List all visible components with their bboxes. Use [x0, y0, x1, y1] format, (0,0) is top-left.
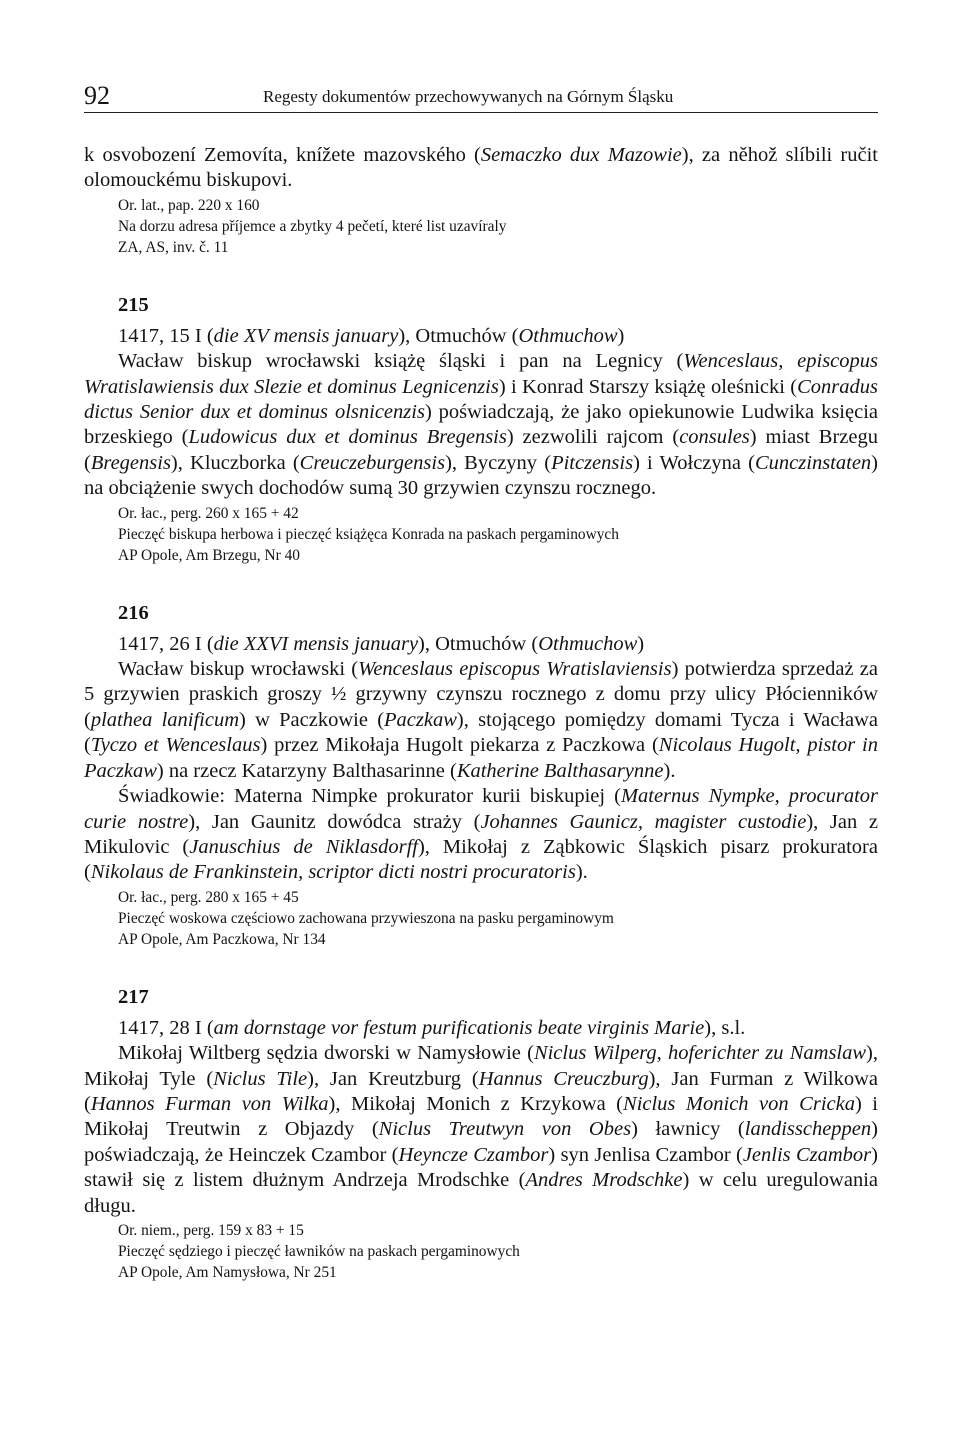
- meta-line: Or. niem., perg. 159 x 83 + 15: [118, 1221, 304, 1239]
- regest-entry-215: [84, 292, 878, 566]
- regest-entry-216: [84, 600, 878, 950]
- running-title: Regesty dokumentów przechowywanych na Górnym Śląsku: [263, 87, 674, 106]
- header-divider: [84, 112, 878, 113]
- continuation-meta: [84, 195, 878, 258]
- meta-line: Or. łac., perg. 260 x 165 + 42: [118, 504, 299, 522]
- entry-number: 215: [118, 293, 149, 316]
- entry-paragraph: Mikołaj Wiltberg sędzia dworski w Namysłowie (Niclus Wilperg, hoferichter zu Namslaw), Mikołaj Tyle (Niclus Tile), Jan Kreutzburg (Hannus Creuczburg), Jan Furman z Wilkowa (Hannos Furman von Wilka), Mikołaj Monich z Krzykowa (Niclus Monich von Cricka) i Mikołaj Treutwin z Objazdy (Niclus Treutwyn von Obes) ławnicy (landisscheppen) poświadczają, że Heinczek Czambor (Heyncze Czambor) syn Jenlisa Czambor (Jenlis Czambor) stawił się z listem dłużnym Andrzeja Mrodschke (Andres Mrodschke) w celu uregulowania długu.: [84, 1042, 879, 1217]
- continuation-block: [84, 143, 878, 258]
- entry-dateline: 1417, 26 I (die XXVI mensis january), Otmuchów (Othmuchow): [118, 632, 645, 655]
- meta-line: AP Opole, Am Namysłowa, Nr 251: [118, 1263, 337, 1281]
- page-number: 92: [84, 81, 110, 110]
- meta-line: Pieczęć sędziego i pieczęć ławników na paskach pergaminowych: [118, 1242, 520, 1260]
- meta-line: Pieczęć biskupa herbowa i pieczęć książęca Konrada na paskach pergaminowych: [118, 525, 619, 543]
- entry-dateline: 1417, 28 I (am dornstage vor festum purificationis beate virginis Marie), s.l.: [118, 1016, 746, 1039]
- meta-line: ZA, AS, inv. č. 11: [118, 238, 229, 256]
- continuation-text: k osvobození Zemovíta, knížete mazovského (Semaczko dux Mazowie), za něhož slíbili ručit olomouckému biskupovi.: [84, 144, 878, 192]
- page-header: [84, 80, 878, 112]
- meta-line: Na dorzu adresa příjemce a zbytky 4 pečetí, které list uzavíraly: [118, 217, 507, 235]
- entry-paragraph: Wacław biskup wrocławski książę śląski i pan na Legnicy (Wenceslaus, episcopus Wratislawiensis dux Slezie et dominus Legnicenzis) i Konrad Starszy książę oleśnicki (Conradus dictus Senior dux et dominus olsnicenzis) poświadczają, że jako opiekunowie Ludwika księcia brzeskiego (Ludowicus dux et dominus Bregensis) zezwolili rajcom (consules) miast Brzegu (Bregensis), Kluczborka (Creuczeburgensis), Byczyny (Pitczensis) i Wołczyna (Cunczinstaten) na obciążenie swych dochodów sumą 30 grzywien czynszu rocznego.: [84, 350, 878, 500]
- meta-line: Or. lat., pap. 220 x 160: [118, 196, 260, 214]
- regest-entry-217: [84, 984, 878, 1283]
- entry-number: 216: [118, 601, 149, 624]
- meta-line: AP Opole, Am Paczkowa, Nr 134: [118, 930, 326, 948]
- entry-paragraph: Wacław biskup wrocławski (Wenceslaus episcopus Wratislaviensis) potwierdza sprzedaż za 5 grzywien praskich groszy ½ grzywny czynszu rocznego z domu przy ulicy Płócienników (plathea lanificum) w Paczkowie (Paczkaw), stojącego pomiędzy domami Tycza i Wacława (Tyczo et Wenceslaus) przez Mikołaja Hugolt piekarza z Paczkowa (Nicolaus Hugolt, pistor in Paczkaw) na rzecz Katarzyny Balthasarinne (Katherine Balthasarynne).: [84, 658, 879, 782]
- meta-line: Or. łac., perg. 280 x 165 + 45: [118, 888, 299, 906]
- meta-line: Pieczęć woskowa częściowo zachowana przywieszona na pasku pergaminowym: [118, 909, 614, 927]
- entry-dateline: 1417, 15 I (die XV mensis january), Otmuchów (Othmuchow): [118, 324, 625, 347]
- entry-number: 217: [118, 985, 149, 1008]
- entry-paragraph: Świadkowie: Materna Nimpke prokurator kurii biskupiej (Maternus Nympke, procurator curie nostre), Jan Gaunitz dowódca straży (Johannes Gaunicz, magister custodie), Jan z Mikulovic (Januschius de Niklasdorff), Mikołaj z Ząbkowic Śląskich pisarz prokuratora (Nikolaus de Frankinstein, scriptor dicti nostri procuratoris).: [84, 785, 878, 884]
- meta-line: AP Opole, Am Brzegu, Nr 40: [118, 546, 300, 564]
- page-content: [84, 143, 878, 1283]
